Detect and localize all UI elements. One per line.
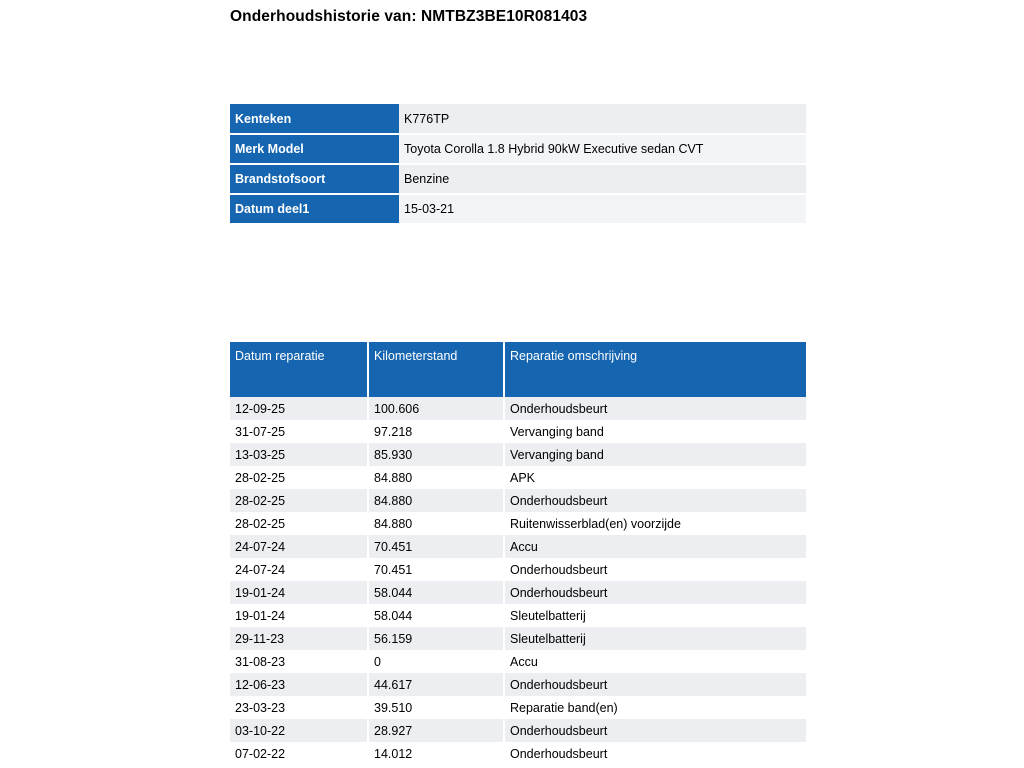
repair-odometer: 39.510	[368, 696, 504, 719]
repair-description: Onderhoudsbeurt	[504, 397, 806, 420]
repair-description: Sleutelbatterij	[504, 627, 806, 650]
repair-date: 07-02-22	[230, 742, 368, 765]
repair-odometer: 100.606	[368, 397, 504, 420]
table-row	[230, 443, 806, 466]
table-row	[230, 581, 806, 604]
repair-date: 24-07-24	[230, 558, 368, 581]
table-row	[230, 397, 806, 420]
repair-date: 28-02-25	[230, 489, 368, 512]
repair-date: 29-11-23	[230, 627, 368, 650]
repair-date: 28-02-25	[230, 466, 368, 489]
column-header-datum-reparatie: Datum reparatie	[230, 342, 368, 397]
repair-odometer: 84.880	[368, 489, 504, 512]
repair-description: Sleutelbatterij	[504, 604, 806, 627]
table-row	[230, 466, 806, 489]
vehicle-value-kenteken: K776TP	[399, 104, 806, 134]
vehicle-value-datum-deel1: 15-03-21	[399, 194, 806, 224]
table-row	[230, 489, 806, 512]
repair-odometer: 0	[368, 650, 504, 673]
vehicle-value-brandstofsoort: Benzine	[399, 164, 806, 194]
repair-odometer: 84.880	[368, 466, 504, 489]
repair-date: 24-07-24	[230, 535, 368, 558]
repair-odometer: 58.044	[368, 604, 504, 627]
repair-date: 28-02-25	[230, 512, 368, 535]
repair-date: 31-08-23	[230, 650, 368, 673]
vehicle-label-brandstofsoort: Brandstofsoort	[230, 164, 399, 194]
table-row	[230, 420, 806, 443]
repair-odometer: 70.451	[368, 558, 504, 581]
repair-description: Onderhoudsbeurt	[504, 673, 806, 696]
repair-date: 12-06-23	[230, 673, 368, 696]
column-header-kilometerstand: Kilometerstand	[368, 342, 504, 397]
table-row	[230, 673, 806, 696]
repair-description: Reparatie band(en)	[504, 696, 806, 719]
repair-description: Ruitenwisserblad(en) voorzijde	[504, 512, 806, 535]
repair-date: 03-10-22	[230, 719, 368, 742]
page-title: Onderhoudshistorie van: NMTBZ3BE10R081403	[230, 8, 588, 25]
repair-description: Accu	[504, 535, 806, 558]
repair-description: Onderhoudsbeurt	[504, 558, 806, 581]
repair-history-head	[230, 342, 806, 397]
repair-odometer: 85.930	[368, 443, 504, 466]
repair-odometer: 28.927	[368, 719, 504, 742]
vehicle-label-kenteken: Kenteken	[230, 104, 399, 134]
vehicle-info-body	[230, 104, 806, 224]
repair-date: 19-01-24	[230, 604, 368, 627]
repair-history-body	[230, 397, 806, 765]
vehicle-value-merk-model: Toyota Corolla 1.8 Hybrid 90kW Executive sedan CVT	[399, 134, 806, 164]
repair-description: Onderhoudsbeurt	[504, 742, 806, 765]
column-header-reparatie-omschrijving: Reparatie omschrijving	[504, 342, 806, 397]
table-row	[230, 134, 806, 164]
repair-description: Accu	[504, 650, 806, 673]
table-row	[230, 604, 806, 627]
table-row	[230, 650, 806, 673]
repair-description: Onderhoudsbeurt	[504, 489, 806, 512]
repair-odometer: 58.044	[368, 581, 504, 604]
table-row	[230, 104, 806, 134]
table-row	[230, 194, 806, 224]
table-row	[230, 535, 806, 558]
table-row	[230, 719, 806, 742]
repair-description: Vervanging band	[504, 443, 806, 466]
repair-description: Onderhoudsbeurt	[504, 581, 806, 604]
repair-odometer: 97.218	[368, 420, 504, 443]
table-row	[230, 696, 806, 719]
repair-history-table	[230, 342, 806, 765]
repair-date: 31-07-25	[230, 420, 368, 443]
table-row	[230, 164, 806, 194]
repair-date: 12-09-25	[230, 397, 368, 420]
table-row	[230, 742, 806, 765]
repair-description: APK	[504, 466, 806, 489]
repair-date: 13-03-25	[230, 443, 368, 466]
repair-description: Vervanging band	[504, 420, 806, 443]
repair-date: 23-03-23	[230, 696, 368, 719]
vehicle-label-merk-model: Merk Model	[230, 134, 399, 164]
repair-odometer: 44.617	[368, 673, 504, 696]
table-row	[230, 558, 806, 581]
vehicle-label-datum-deel1: Datum deel1	[230, 194, 399, 224]
repair-odometer: 56.159	[368, 627, 504, 650]
table-row	[230, 512, 806, 535]
repair-odometer: 70.451	[368, 535, 504, 558]
vehicle-info-table	[230, 104, 806, 225]
repair-odometer: 14.012	[368, 742, 504, 765]
table-header-row	[230, 342, 806, 397]
table-row	[230, 627, 806, 650]
repair-date: 19-01-24	[230, 581, 368, 604]
repair-description: Onderhoudsbeurt	[504, 719, 806, 742]
repair-odometer: 84.880	[368, 512, 504, 535]
